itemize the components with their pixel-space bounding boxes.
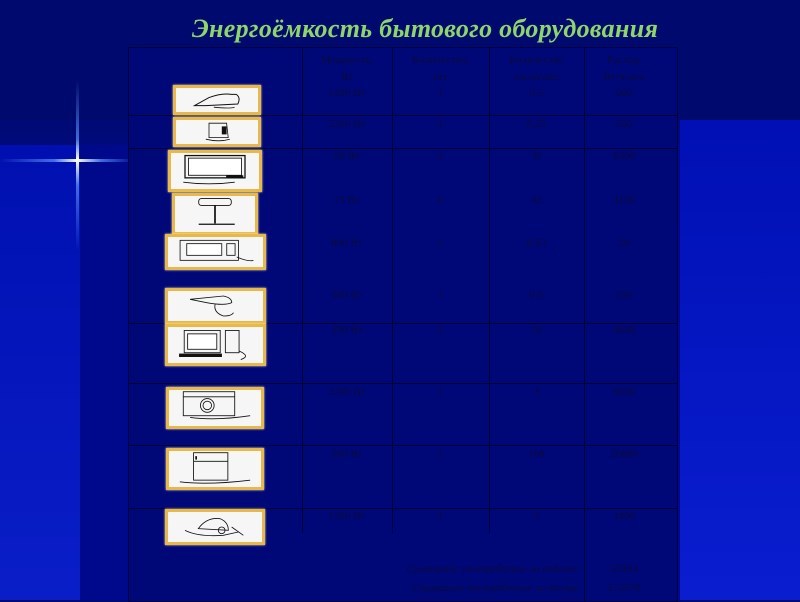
cell-count: 1 (437, 237, 444, 249)
header-count-line1: Количество, (411, 54, 470, 66)
cell-power: 500 Вт (331, 289, 363, 301)
tv-icon (168, 150, 262, 192)
cell-hours: 0,5 (529, 87, 544, 99)
vacuum-cleaner-icon (165, 509, 265, 545)
header-hours-line1: Количество (509, 54, 564, 66)
header-hours-line2: часов/мес (513, 71, 560, 83)
cell-count: 1 (437, 118, 444, 130)
kettle-icon (173, 117, 261, 147)
iron-icon (173, 85, 261, 115)
header-consumption-line1: Расход, (606, 54, 642, 66)
microwave-icon (165, 234, 266, 270)
cell-consumption: 24 (618, 237, 630, 249)
slide-title: Энергоёмкость бытового оборудования (191, 14, 659, 43)
cell-consumption: 3150 (613, 194, 635, 206)
summary-month-value: 213576 (607, 582, 641, 594)
cell-count: 1 (437, 289, 444, 301)
cell-consumption: 6600 (613, 386, 635, 398)
header-count (392, 52, 489, 86)
cell-power: 290 Вт (331, 324, 363, 336)
cell-consumption: 600 (615, 87, 633, 99)
cell-power: 2200 Вт (328, 118, 366, 130)
grid-line (129, 445, 677, 446)
cell-hours: 2 (533, 510, 540, 522)
cell-count: 6 (437, 194, 444, 206)
cell-count: 1 (437, 87, 444, 99)
cell-power: 75 Вт (334, 194, 360, 206)
cell-hours: 3 (533, 386, 540, 398)
header-power-line2: Вт (340, 71, 354, 83)
computer-icon (165, 324, 266, 366)
cell-consumption: 26880 (610, 448, 638, 460)
cell-count: 1 (437, 386, 444, 398)
header-power-line1: Мощность, (320, 54, 374, 66)
background-band-left (0, 145, 80, 600)
summary-week-value: 53394 (610, 563, 638, 575)
cell-power: 160 Вт (331, 448, 363, 460)
lamp-icon (172, 193, 258, 235)
cell-consumption: 550 (615, 118, 633, 130)
sparkle-star-icon-vertical (76, 80, 79, 250)
cell-count: 2 (437, 150, 444, 162)
summary-month-label: Суммарное употребление за месяц: (412, 582, 579, 594)
header-count-line2: шт (433, 71, 448, 83)
sparkle-star-icon (0, 159, 135, 162)
cell-hours: 42 (531, 194, 542, 206)
cell-consumption: 4640 (613, 324, 635, 336)
hair-dryer-icon (165, 288, 266, 324)
cell-count: 1 (437, 324, 444, 336)
cell-hours: 0,03 (526, 237, 547, 249)
grid-line (129, 383, 677, 384)
cell-count: 1 (437, 448, 444, 460)
cell-power: 1200 Вт (328, 87, 366, 99)
cell-power: 800 Вт (331, 237, 363, 249)
cell-power: 90 Вт (334, 150, 360, 162)
header-consumption-line2: Вт•ч/мес (603, 71, 645, 83)
header-power (302, 52, 392, 86)
cell-consumption: 6300 (613, 150, 635, 162)
cell-hours: 168 (528, 448, 545, 460)
cell-count: 1 (437, 510, 444, 522)
cell-hours: 0,5 (529, 289, 544, 301)
cell-consumption: 2400 (613, 510, 635, 522)
cell-hours: 35 (531, 150, 542, 162)
cell-hours: 16 (531, 324, 542, 336)
summary-week-label: Суммарное употребление за неделю: (406, 563, 579, 575)
cell-power: 1200 Вт (328, 510, 366, 522)
washing-machine-icon (166, 387, 264, 429)
cell-hours: 0,25 (526, 118, 547, 130)
header-hours (489, 52, 584, 86)
header-consumption (584, 52, 664, 86)
grid-line (129, 148, 677, 149)
grid-line (129, 115, 677, 116)
cell-power: 2200 Вт (328, 386, 366, 398)
refrigerator-icon (166, 448, 264, 490)
background-band-right (680, 120, 800, 600)
cell-consumption: 250 (615, 289, 633, 301)
